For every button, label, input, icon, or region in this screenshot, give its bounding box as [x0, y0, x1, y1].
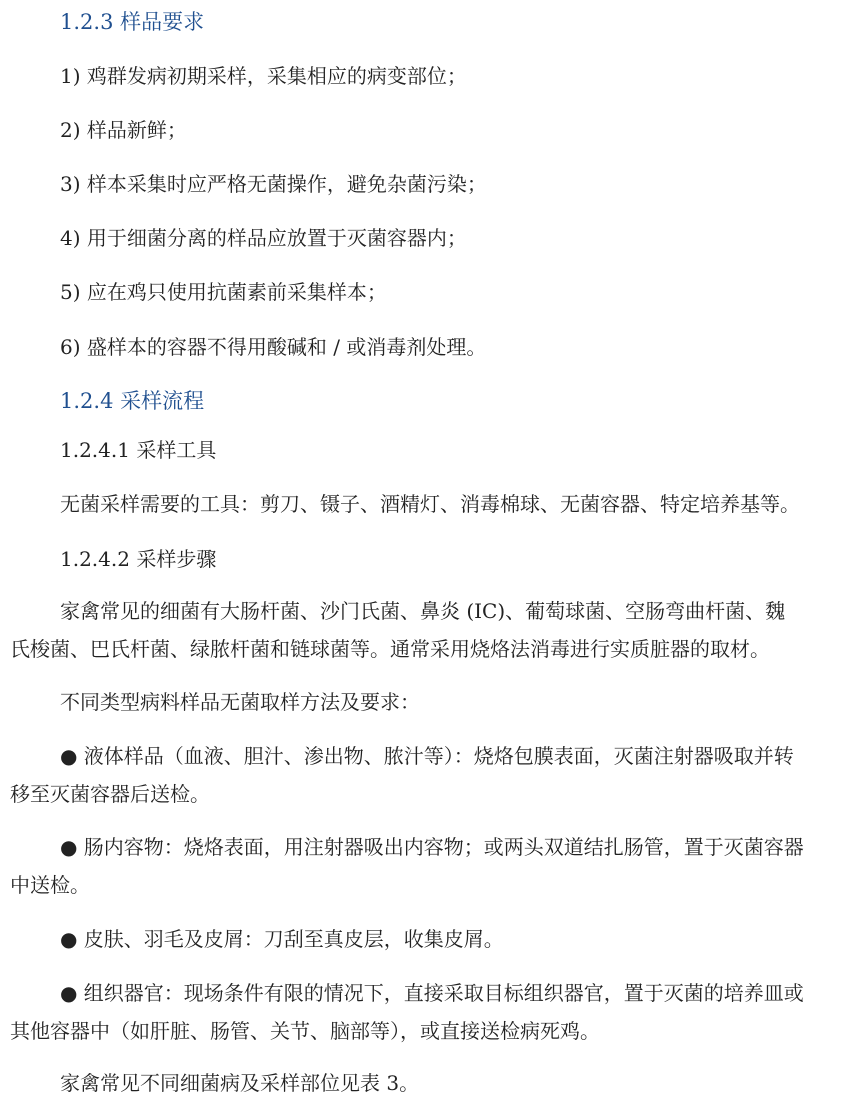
requirement-item-3: 3) 样本采集时应严格无菌操作，避免杂菌污染； [60, 172, 487, 196]
bullet-skin-line-1: ● 皮肤、羽毛及皮屑：刀刮至真皮层，收集皮屑。 [60, 927, 504, 951]
section-heading-1-2-4: 1.2.4 采样流程 [60, 389, 205, 413]
bullet-organ-line-1: ● 组织器官：现场条件有限的情况下，直接采取目标组织器官，置于灭菌的培养皿或 [60, 981, 804, 1005]
requirement-item-4: 4) 用于细菌分离的样品应放置于灭菌容器内； [60, 226, 467, 250]
bacteria-paragraph-line-2: 氏梭菌、巴氏杆菌、绿脓杆菌和链球菌等。通常采用烧烙法消毒进行实质脏器的取材。 [10, 637, 770, 661]
bullet-liquid-line-2: 移至灭菌容器后送检。 [10, 782, 210, 806]
section-heading-1-2-3: 1.2.3 样品要求 [60, 10, 205, 34]
requirement-item-6: 6) 盛样本的容器不得用酸碱和 / 或消毒剂处理。 [60, 335, 487, 359]
subsection-heading-1-2-4-2: 1.2.4.2 采样步骤 [60, 547, 217, 571]
requirement-item-5: 5) 应在鸡只使用抗菌素前采集样本； [60, 280, 387, 304]
sampling-methods-intro: 不同类型病料样品无菌取样方法及要求： [60, 690, 420, 714]
bullet-intestine-line-1: ● 肠内容物：烧烙表面，用注射器吸出内容物；或两头双道结扎肠管，置于灭菌容器 [60, 835, 804, 859]
bullet-organ-line-2: 其他容器中（如肝脏、肠管、关节、脑部等），或直接送检病死鸡。 [10, 1019, 600, 1043]
bullet-intestine-line-2: 中送检。 [10, 873, 90, 897]
closing-paragraph: 家禽常见不同细菌病及采样部位见表 3。 [60, 1071, 420, 1095]
bacteria-paragraph-line-1: 家禽常见的细菌有大肠杆菌、沙门氏菌、鼻炎 (IC)、葡萄球菌、空肠弯曲杆菌、魏 [60, 599, 786, 623]
subsection-heading-1-2-4-1: 1.2.4.1 采样工具 [60, 438, 217, 462]
requirement-item-1: 1) 鸡群发病初期采样，采集相应的病变部位； [60, 64, 467, 88]
tools-paragraph: 无菌采样需要的工具：剪刀、镊子、酒精灯、消毒棉球、无菌容器、特定培养基等。 [60, 492, 800, 516]
bullet-liquid-line-1: ● 液体样品（血液、胆汁、渗出物、脓汁等）：烧烙包膜表面，灭菌注射器吸取并转 [60, 744, 794, 768]
requirement-item-2: 2) 样品新鲜； [60, 118, 187, 142]
